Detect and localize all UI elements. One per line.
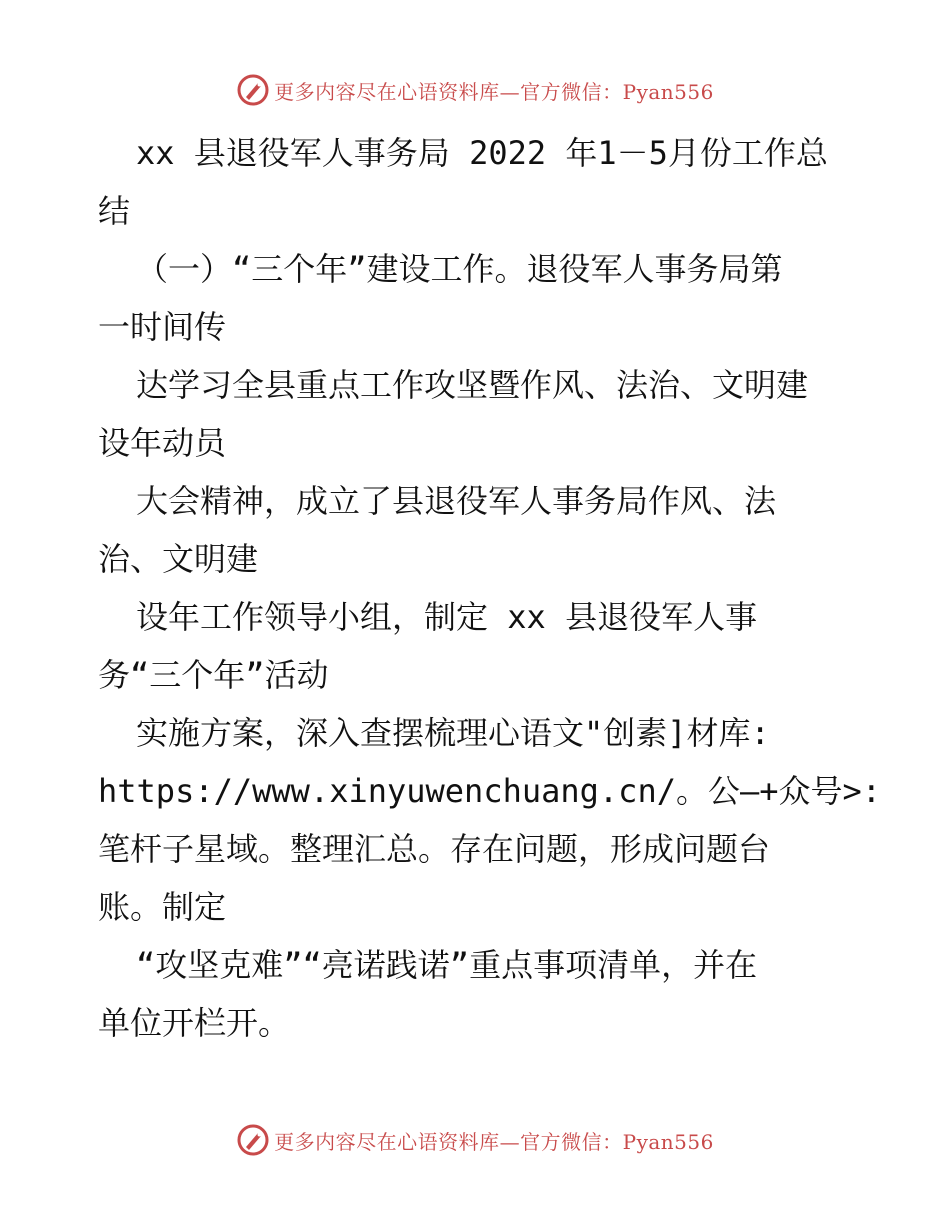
bottom-watermark-banner <box>0 1120 950 1160</box>
paragraph-line: 治、文明建 <box>98 540 259 578</box>
paragraph-line: 一时间传 <box>98 308 227 346</box>
paragraph-line: 大会精神，成立了县退役军人事务局作风、法 <box>136 482 777 520</box>
watermark-text: 更多内容尽在心语资料库—官方微信：Pyan556 <box>274 1129 714 1154</box>
title-line-1: xx 县退役军人事务局 2022 年1－5月份工作总 <box>136 134 828 172</box>
paragraph-line: 单位开栏开。 <box>98 1004 291 1042</box>
paragraph-line: 达学习全县重点工作攻坚暨作风、法治、文明建 <box>136 366 809 404</box>
paragraph-line: 账。制定 <box>98 888 227 926</box>
paragraph-line: 设年工作领导小组，制定 xx 县退役军人事 <box>136 598 758 636</box>
watermark-text: 更多内容尽在心语资料库—官方微信：Pyan556 <box>274 79 714 104</box>
paragraph-line: （一）“三个年”建设工作。退役军人事务局第 <box>136 250 783 288</box>
title-line-2: 结 <box>98 192 131 230</box>
paragraph-line: 笔杆子星域。整理汇总。存在问题，形成问题台 <box>98 830 771 868</box>
url-line: https://www.xinyuwenchuang.cn/。公—+众号>: <box>98 772 882 810</box>
paragraph-line: 设年动员 <box>98 424 227 462</box>
paragraph-line: 务“三个年”活动 <box>98 656 329 694</box>
pen-nib-logo-icon <box>236 1123 270 1157</box>
top-watermark-banner <box>0 70 950 110</box>
paragraph-line: “攻坚克难”“亮诺践诺”重点事项清单，并在 <box>136 946 758 984</box>
paragraph-line: 实施方案，深入查摆梳理心语文"创素]材库: <box>136 714 770 752</box>
pen-nib-logo-icon <box>236 73 270 107</box>
document-body <box>98 124 882 1052</box>
